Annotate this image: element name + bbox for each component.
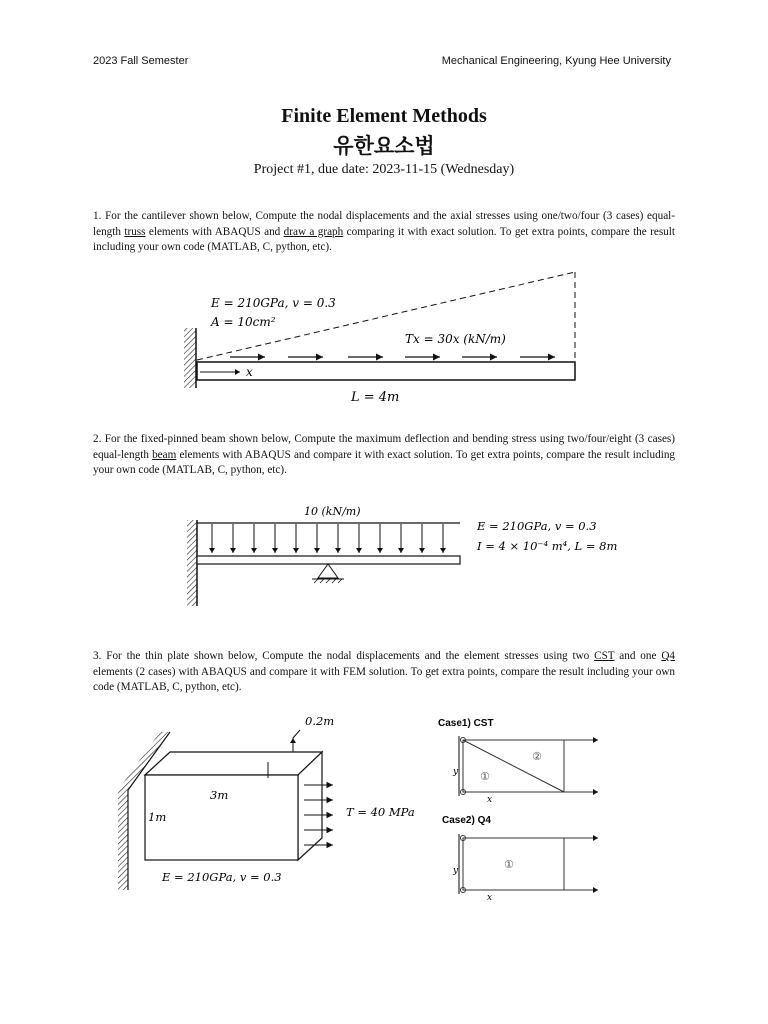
plate-material: E = 210GPa, v = 0.3 [162,870,282,884]
beam [197,556,460,564]
project-subtitle: Project #1, due date: 2023-11-15 (Wednesday) [253,162,515,177]
case1-label: Case1) CST [438,718,494,729]
height-label: 1m [148,810,167,824]
draw-graph-keyword: draw a graph [283,225,344,238]
case1-element-1: ① [480,771,490,783]
case2-y-axis: y [453,866,459,876]
material-props: E = 210GPa, v = 0.3 [211,296,336,310]
truss-keyword: truss [124,225,146,238]
problem-2-text: 2. For the fixed-pinned beam shown below, Compute the maximum deflection and bending stress using two/four/eight (3 cases) equal-length beam elements with ABAQUS and compare it with exact solution. To get extra points, compare the result including your own code (MATLAB, C, python, etc). [93,433,676,476]
page-title: Finite Element Methods [281,105,487,127]
load-magnitude: 10 (kN/m) [304,505,361,518]
problem-1-text: 1. For the cantilever shown below, Compute the nodal displacements and the axial stresses using one/two/four (3 cases) equal-length truss elements with ABAQUS and draw a graph comparing it with exact solution. To get extra points, compare the result including your own code (MATLAB, C, python, etc). [93,210,675,253]
problem-3-text: 3. For the thin plate shown below, Compute the nodal displacements and the element stresses using two CST and one Q4 elements (2 cases) with ABAQUS and compare it with FEM solution. To get extra points, compare the result including your own code (MATLAB, C, python, etc). [93,650,675,693]
q4-keyword: Q4 [661,650,675,662]
case2-x-axis: x [487,893,493,903]
case2-label: Case2) Q4 [442,815,491,826]
cst-keyword: CST [594,650,615,662]
length-label: L = 4m [351,390,400,405]
beam-keyword: beam [152,448,177,461]
case2-element-1: ① [504,859,514,871]
truss-bar [197,362,575,380]
thickness-label: 0.2m [305,714,335,728]
beam-inertia-length: I = 4 × 10⁻⁴ m⁴, L = 8m [477,539,618,553]
figure-1-cantilever [184,272,575,405]
case1-element-2: ② [532,751,542,763]
figure-2-beam [187,505,617,606]
header-semester: 2023 Fall Semester [93,55,189,67]
x-axis-label: x [246,365,253,379]
traction-label: T = 40 MPa [346,805,415,819]
wall-hatch-2 [187,520,197,606]
korean-title: 유한요소법 [333,134,435,158]
wall-hatch [184,328,196,388]
plate-top-face [145,752,322,775]
area-label: A = 10cm² [211,315,276,329]
pin-support [318,564,338,578]
case1-x-axis: x [487,795,493,805]
load-label: Tx = 30x (kN/m) [405,332,506,346]
beam-material: E = 210GPa, v = 0.3 [477,519,597,533]
width-label: 3m [210,788,229,802]
figure-3-plate [118,714,598,903]
header-department: Mechanical Engineering, Kyung Hee University [441,55,671,67]
case1-y-axis: y [453,767,459,777]
uniform-load-arrows [212,524,443,553]
